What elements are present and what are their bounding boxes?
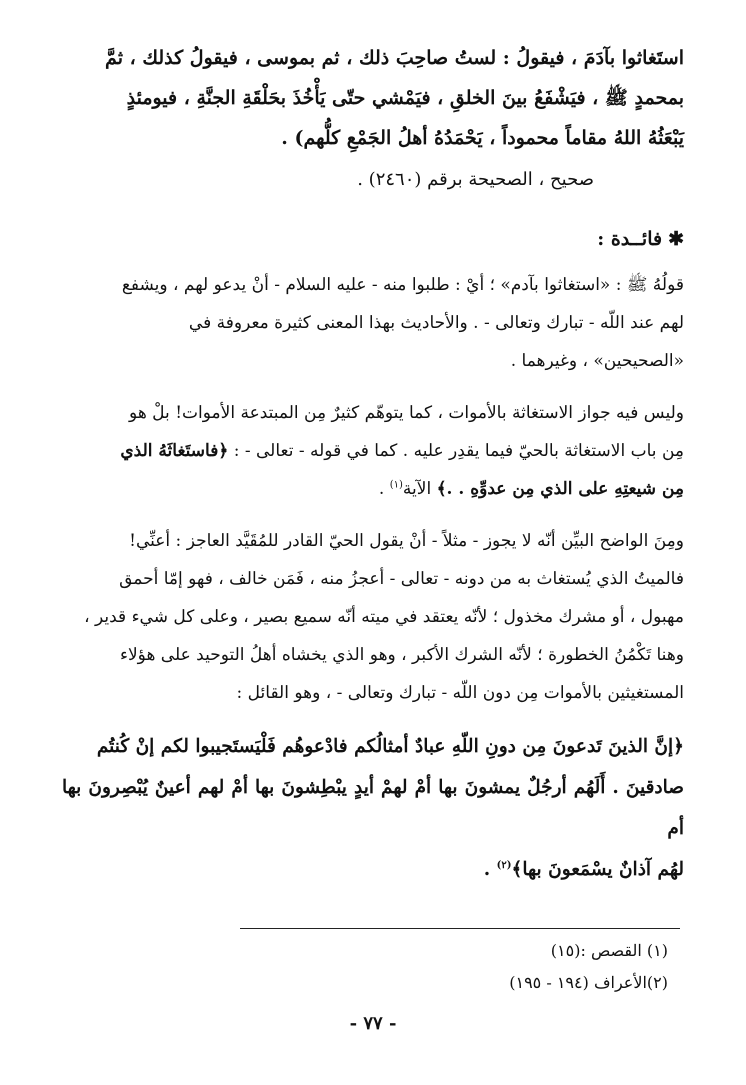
quran-line: صادقينَ . أَلَهُم أرجُلٌ يمشونَ بها أمْ لهمْ أيدٍ يبْطِشونَ بها أمْ لهم أعينٌ يُبْصِرونَ بها أم xyxy=(62,777,684,839)
paragraph-line: فالميتُ الذي يُستغاث به من دونه - تعالى - أعجزُ منه ، فَمَن خالف ، فهو إمّا أحمق xyxy=(119,569,684,589)
quran-quote: مِن شيعتِهِ على الذي مِن عدوِّهِ . .﴾ xyxy=(436,479,684,499)
asterisk-icon: ✱ xyxy=(668,228,684,250)
quran-text: . xyxy=(483,859,497,880)
paragraph-text: . xyxy=(378,479,390,499)
page-number: - ٧٧ - xyxy=(349,1013,397,1034)
footnote-1: (١) القصص :(١٥) xyxy=(550,941,668,960)
paragraph-line: وليس فيه جواز الاستغاثة بالأموات ، كما يتوهّم كثيرٌ مِن المبتدعة الأموات! بلْ هو xyxy=(129,403,684,423)
quran-line: ﴿إنَّ الذينَ تَدعونَ مِن دونِ اللّهِ عبادٌ أمثالُكم فادْعوهُم فَلْيَستَجيبوا لكم إنْ كُنتُم xyxy=(96,736,684,757)
footnote-ref-2[interactable]: (٢) xyxy=(496,859,512,871)
paragraph-line xyxy=(62,470,684,508)
hadith-line: يَبْعَثُهُ اللهُ مقاماً محموداً ، يَحْمَدُهُ أهلُ الجَمْعِ كلُّهم) . xyxy=(281,127,684,149)
hadith-line: بمحمدٍ ﷺ ، فيَشْفَعُ بينَ الخلقِ ، فيَمْشي حتّى يَأْخُذَ بحَلْقَةِ الجنَّةِ ، فيومئذٍ xyxy=(126,87,684,109)
hadith-line: استَغاثوا بآدَمَ ، فيقولُ : لستُ صاحِبَ ذلك ، ثم بموسى ، فيقولُ كذلك ، ثمَّ xyxy=(105,47,684,69)
paragraph-explanation xyxy=(62,266,684,380)
paragraph-warning xyxy=(62,522,684,712)
footnote-2: (٢)الأعراف (١٩٤ - ١٩٥) xyxy=(509,973,668,992)
quran-text: لهُم آذانٌ يسْمَعونَ بها﴾ xyxy=(511,859,684,880)
page-body xyxy=(62,38,684,890)
footnote-ref-1[interactable]: (١) xyxy=(389,479,403,491)
paragraph-line: لهم عند اللّه - تبارك وتعالى - . والأحاديث بهذا المعنى كثيرة معروفة في xyxy=(188,313,684,333)
hadith-grading: صحيح ، الصحيحة برقم (٢٤٦٠) . xyxy=(357,169,594,190)
paragraph-line: وهنا تَكْمُنُ الخطورة ؛ لأنّه الشرك الأكبر ، وهو الذي يخشاه أهلُ التوحيد على هؤلاء xyxy=(119,645,684,665)
quran-quote: ﴿فاستَغاثَهُ الذي xyxy=(120,441,229,461)
paragraph-line: المستغيثين بالأموات مِن دون اللّه - تبارك وتعالى - ، وهو القائل : xyxy=(236,683,684,703)
paragraph-text: الآية xyxy=(402,479,437,499)
paragraph-line: ومِنَ الواضح البيِّن أنّه لا يجوز - مثلاً - أنْ يقول الحيّ القادر للمُقَيَّد العاجز : أعنِّي! xyxy=(129,531,684,551)
fawaid-title: فائــدة : xyxy=(597,228,663,250)
fawaid-heading xyxy=(62,224,684,254)
footnotes xyxy=(240,928,680,999)
hadith-text xyxy=(62,38,684,158)
quran-line xyxy=(62,849,684,890)
paragraph-line: «الصحيحين» ، وغيرهما . xyxy=(510,351,684,371)
paragraph-line: مهبول ، أو مشرك مخذول ؛ لأنّه يعتقد في ميته أنّه سميع بصير ، وعلى كل شيء قدير ، xyxy=(84,607,684,627)
paragraph-line: قولُهُ ﷺ : «استغاثوا بآدم» ؛ أيْ : طلبوا منه - عليه السلام - أنْ يدعو لهم ، ويشفع xyxy=(121,275,684,295)
quran-verse-block xyxy=(62,726,684,890)
paragraph-line xyxy=(62,432,684,470)
paragraph-text: مِن باب الاستغاثة بالحيّ فيما يقدِر عليه . كما في قوله - تعالى - : xyxy=(228,441,684,461)
paragraph-istighatha xyxy=(62,394,684,508)
